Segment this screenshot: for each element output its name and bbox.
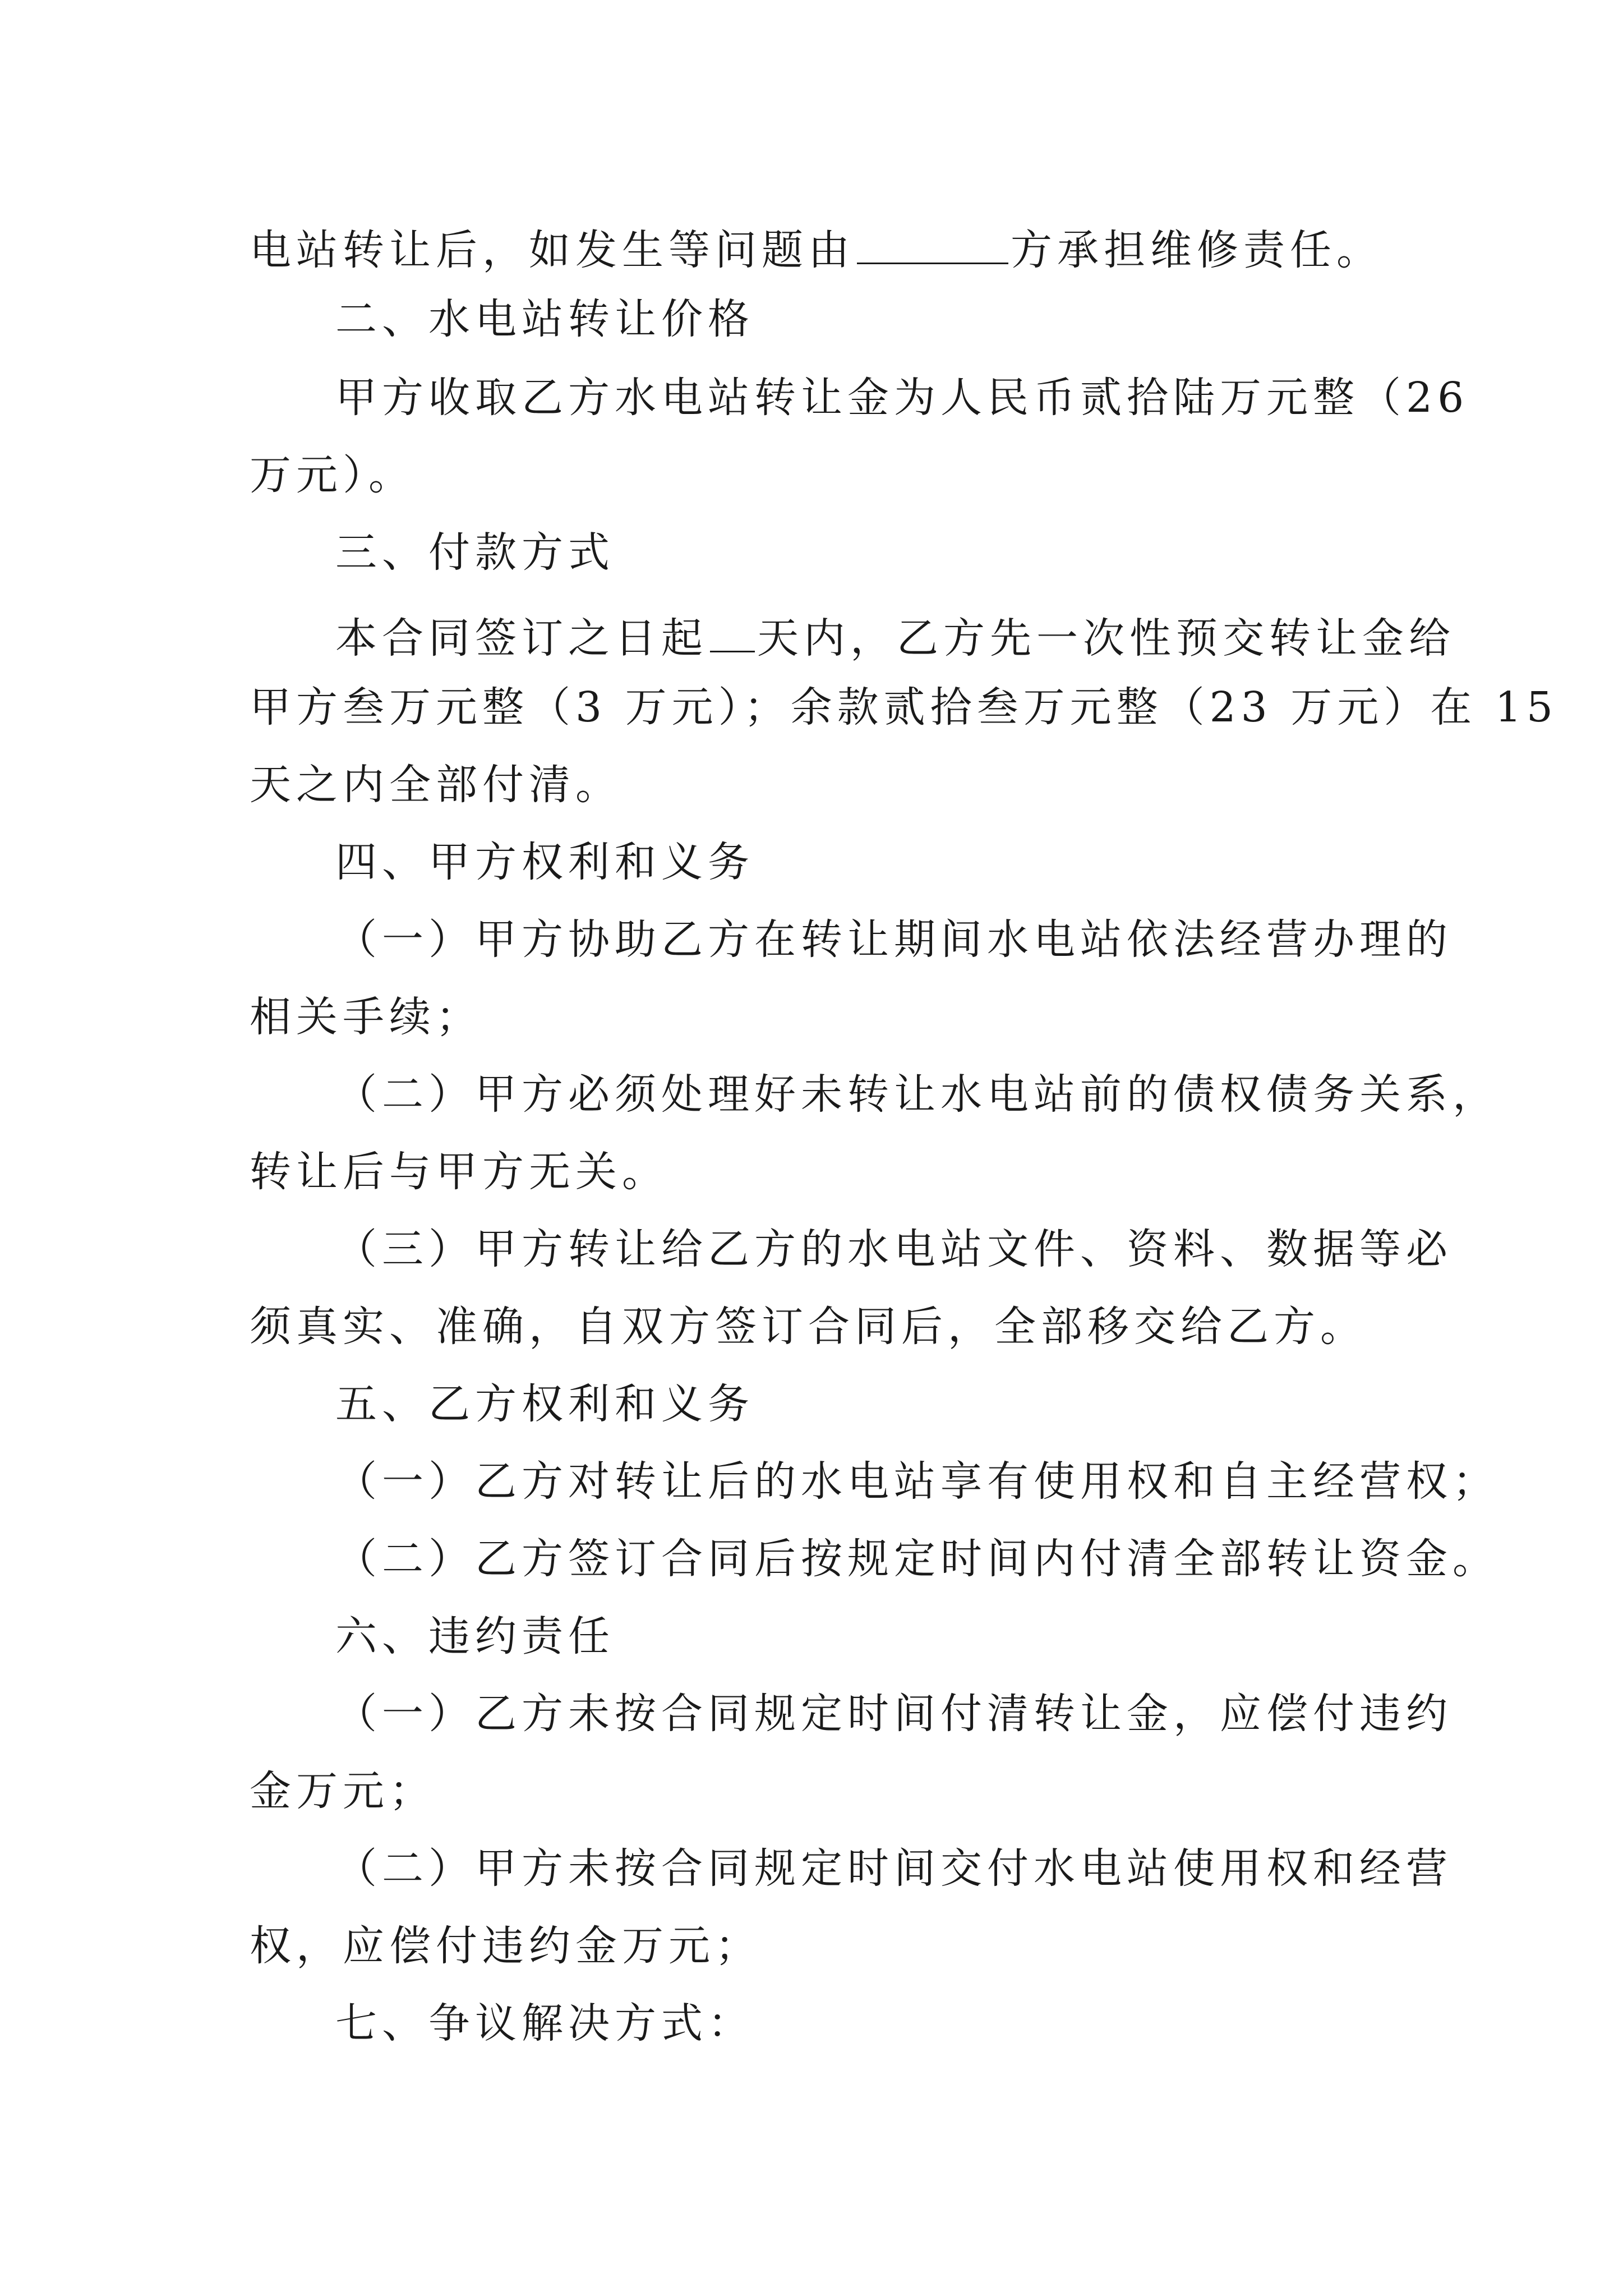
text-line — [335, 609, 1455, 662]
text-line: 金万元； — [250, 1767, 436, 1815]
fill-in-blank — [710, 609, 755, 652]
text-line: （三）甲方转让给乙方的水电站文件、资料、数据等必 — [335, 1225, 1453, 1273]
text-line: （二）甲方必须处理好未转让水电站前的债权债务关系， — [335, 1070, 1499, 1119]
section-heading: 三、付款方式 — [335, 528, 615, 577]
text-segment: 本合同签订之日起 — [335, 614, 708, 662]
text-line: 甲方收取乙方水电站转让金为人民币贰拾陆万元整（26 — [335, 374, 1469, 422]
text-line: 权，应偿付违约金万元； — [250, 1922, 762, 1970]
section-heading: 二、水电站转让价格 — [335, 295, 754, 343]
section-heading: 七、争议解决方式： — [335, 1999, 754, 2047]
text-line: 甲方叁万元整（3 万元）；余款贰拾叁万元整（23 万元）在 15 — [250, 683, 1558, 731]
text-segment: 电站转让后，如发生等问题由 — [250, 226, 855, 274]
text-line — [250, 221, 1383, 274]
section-heading: 五、乙方权利和义务 — [335, 1380, 754, 1428]
text-segment: 方承担维修责任。 — [1011, 226, 1383, 274]
text-line: （二）甲方未按合同规定时间交付水电站使用权和经营 — [335, 1844, 1453, 1893]
text-line: （一）乙方未按合同规定时间付清转让金，应偿付违约 — [335, 1690, 1453, 1738]
text-line: 转让后与甲方无关。 — [250, 1148, 668, 1196]
section-heading: 六、违约责任 — [335, 1612, 615, 1660]
text-line: 须真实、准确，自双方签订合同后，全部移交给乙方。 — [250, 1303, 1367, 1351]
fill-in-blank — [857, 221, 1008, 264]
text-line: 万元）。 — [250, 451, 415, 499]
text-segment: 天内，乙方先一次性预交转让金给 — [757, 614, 1455, 662]
text-line: 天之内全部付清。 — [250, 761, 622, 809]
text-line: （一）甲方协助乙方在转让期间水电站依法经营办理的 — [335, 915, 1453, 964]
section-heading: 四、甲方权利和义务 — [335, 838, 754, 886]
text-line: （二）乙方签订合同后按规定时间内付清全部转让资金。 — [335, 1535, 1499, 1583]
text-line: （一）乙方对转让后的水电站享有使用权和自主经营权； — [335, 1457, 1499, 1506]
text-line: 相关手续； — [250, 993, 482, 1041]
